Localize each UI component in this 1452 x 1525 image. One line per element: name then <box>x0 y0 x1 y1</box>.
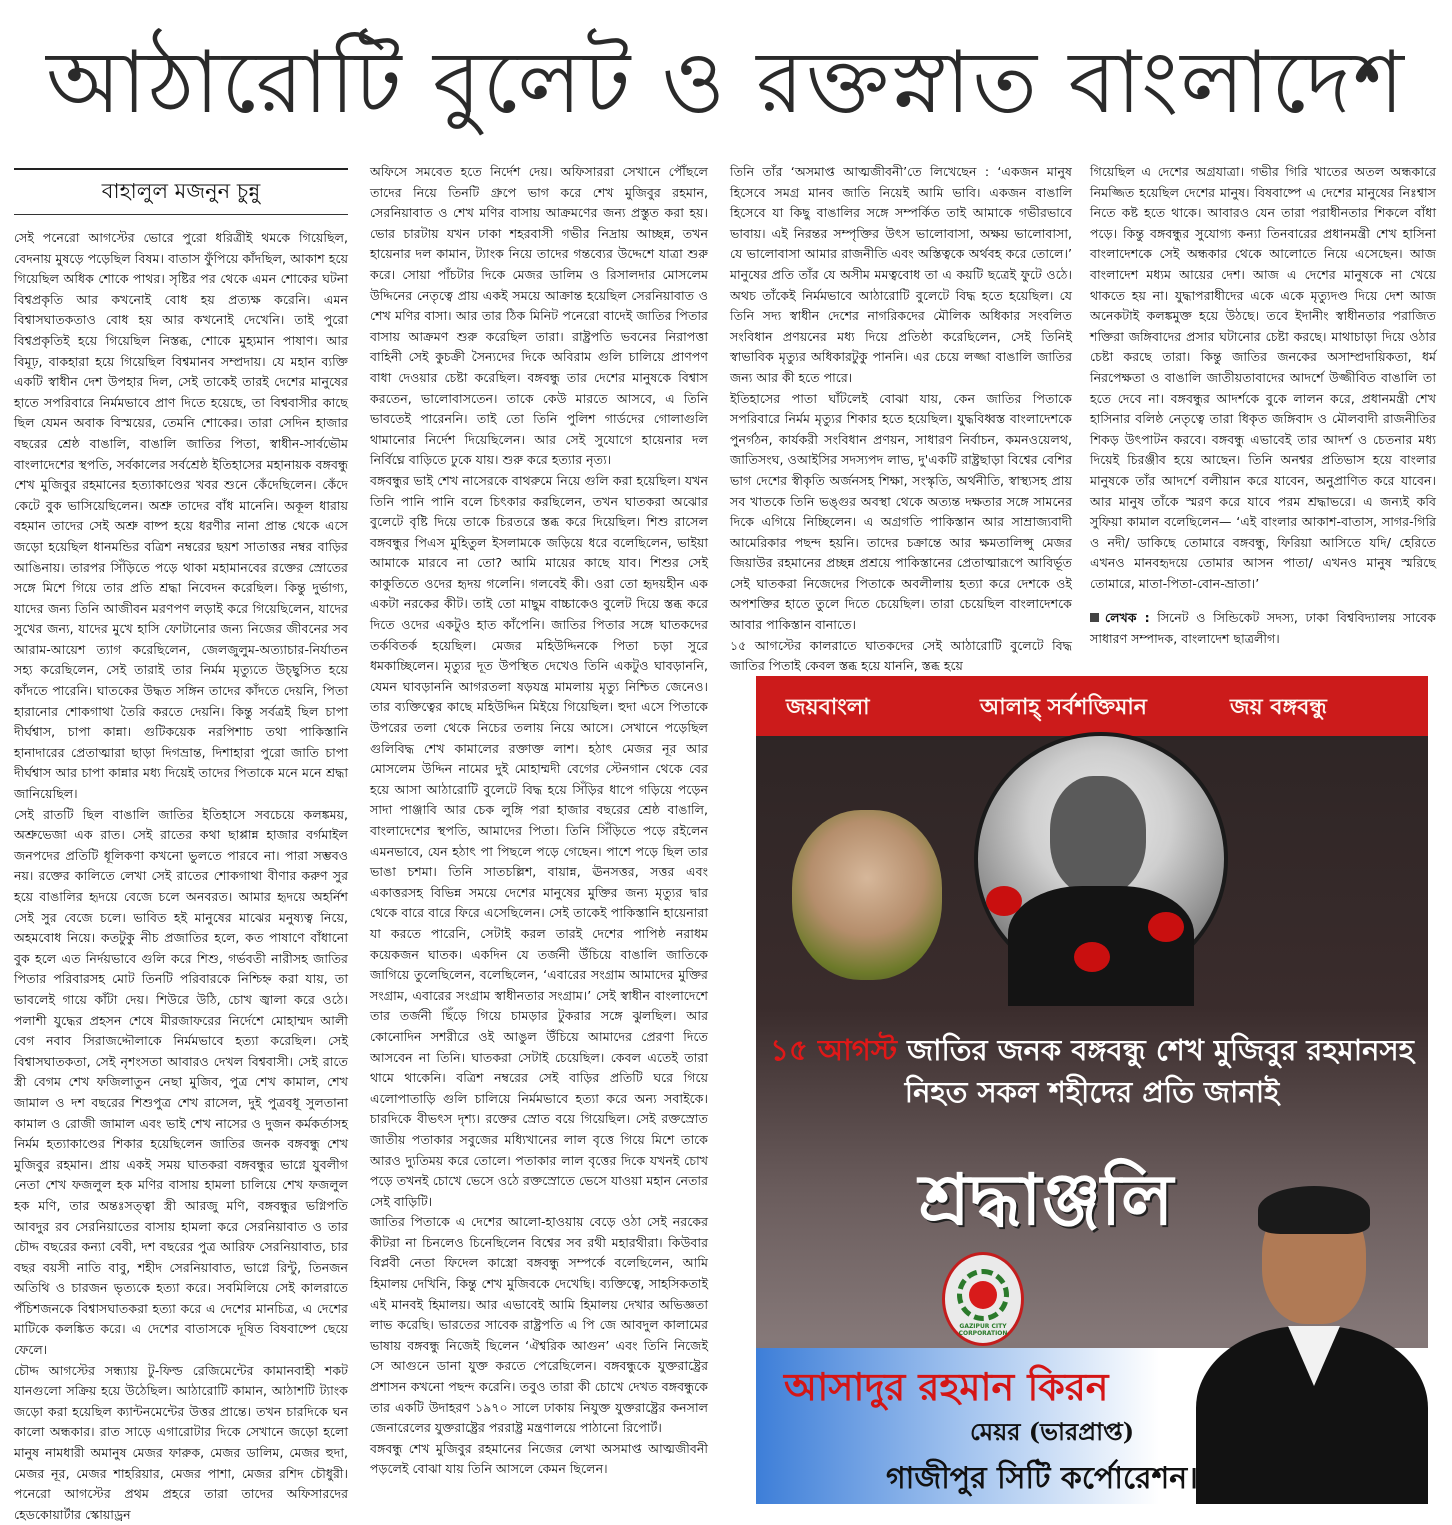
blood-splash <box>1074 942 1110 972</box>
paragraph: ১৫ আগস্টের কালরাতে ঘাতকদের সেই আঠারোটি বুলেটে বিদ্ধ জাতির পিতাই কেবল স্তব্ধ হয়ে যাননি, স্তব্ধ হয়ে <box>730 637 1072 674</box>
logo-text: GAZIPUR CITY CORPORATION <box>958 1323 1008 1337</box>
writer-note <box>1090 608 1436 649</box>
paragraph: অফিসে সমবেত হতে নির্দেশ দেয়। অফিসাররা সেখানে পৌঁছলে তাদের নিয়ে তিনটি গ্রুপে ভাগ করে শেখ মুজিবুর রহমান, সেরনিয়াবাত ও শেখ মণির বাসায় আক্রমণের জন্য প্রস্তুত করা হয়। ভোর চারটায় যখন ঢাকা শহরবাসী গভীর নিদ্রায় আচ্ছন্ন, তখন হায়েনার দল কামান, ট্যাংক নিয়ে তাদের গন্তব্যের উদ্দেশে যাত্রা শুরু করে। সোয়া পাঁচটার দিকে মেজর ডালিম ও রিসালদার মোসলেম উদ্দিনের নেতৃত্বে প্রায় একই সময়ে আক্রান্ত হয়েছিল সেরনিয়াবাত ও শেখ মণির বাসা। আর তার ঠিক মিনিট পনেরো বাদেই জাতির পিতার বাসায় আক্রমণ শুরু করেছিল তারা। রাষ্ট্রপতি ভবনের নিরাপত্তা বাহিনী সেই কুচক্রী সৈন্যদের দিকে অবিরাম গুলি চালিয়ে প্রাণপণ বাধা দেওয়ার চেষ্টা করেছিল। বঙ্গবন্ধু তার দেশের মানুষকে বিশ্বাস করতেন, ভালোবাসতেন। তাকে কেউ মারতে আসবে, এ তিনি ভাবতেই পারেননি। তাই তো তিনি পুলিশ গার্ডদের গোলাগুলি থামানোর নির্দেশ দিয়েছিলেন। আর সেই সুযোগে হায়েনার দল নির্বিঘ্নে বাড়িতে ঢুকে যায়। শুরু করে হত্যার নৃত্য। <box>370 164 708 468</box>
writer-info: সিনেট ও সিন্ডিকেট সদস্য, ঢাকা বিশ্ববিদ্যালয় সাবেক সাধারণ সম্পাদক, বাংলাদেশ ছাত্রলীগ। <box>1090 610 1436 647</box>
ad-tag-center: আলাহ্‌ সর্বশক্তিমান <box>980 694 1147 720</box>
paragraph: বঙ্গবন্ধু শেখ মুজিবুর রহমানের নিজের লেখা অসমাপ্ত আত্মজীবনী পড়লেই বোঝা যায় তিনি আসলে কেমন ছিলেন। <box>370 1440 708 1477</box>
ad-date: ১৫ আগস্ট <box>770 1033 898 1067</box>
paragraph: গিয়েছিল এ দেশের অগ্রযাত্রা। গভীর গিরি খাতের অতল অন্ধকারে নিমজ্জিত হয়েছিল দেশের মানুষ। বিষবাষ্পে এ দেশের মানুষের নিঃশ্বাস নিতে কষ্ট হতে থাকে। আবারও যেন তারা পরাধীনতার শিকলে বাঁধা পড়ে। কিন্তু বঙ্গবন্ধুর সুযোগ্য কন্যা তিনবারের প্রধানমন্ত্রী শেখ হাসিনা বাংলাদেশকে সেই অন্ধকার থেকে আলোতে নিয়ে এসেছেন। আজ বাংলাদেশ মধ্যম আয়ের দেশ। আজ এ দেশের মানুষকে না খেয়ে থাকতে হয় না। যুদ্ধাপরাধীদের একে একে মৃত্যুদণ্ড দিয়ে দেশ আজ অনেকটাই কলঙ্কমুক্ত হয়ে উঠছে। তবে ইদানীং স্বাধীনতার পরাজিত শক্তিরা জঙ্গিবাদের প্রসার ঘটানোর চেষ্টা করছে। মাথাচাড়া দিয়ে ওঠার চেষ্টা করছে তারা। কিন্তু জাতির জনকের অসাম্প্রদায়িকতা, ধর্ম নিরপেক্ষতা ও বাঙালি জাতীয়তাবাদের আদর্শে উজ্জীবিত বাঙালি তা হতে দেবে না। বঙ্গবন্ধুর আদর্শকে বুকে লালন করে, প্রধানমন্ত্রী শেখ হাসিনার বলিষ্ঠ নেতৃত্বে তারা ধিকৃত জঙ্গিবাদ ও মৌলবাদী রাজনীতির শিকড় উৎপাটন করবে। বঙ্গবন্ধু এভাবেই তার আদর্শ ও চেতনার মধ্য দিয়েই চিরঞ্জীব হয়ে আছেন। তিনি অনশ্বর প্রতিভাস হয়ে বাংলার মানুষকে তাঁর আদর্শে বলীয়ান করে যাবেন, অনুপ্রাণিত করে যাবেন। আর মানুষ তাঁকে স্মরণ করে যাবে পরম শ্রদ্ধাভরে। এ জন্যই কবি সুফিয়া কামাল বলেছিলেন— ‘এই বাংলার আকাশ-বাতাস, সাগর-গিরি ও নদী/ ডাকিছে তোমারে বঙ্গবন্ধু, ফিরিয়া আসিতে যদি/ হেরিতে এখনও মানবহৃদয়ে তোমার আসন পাতা/ এখনও মানুষ স্মরিছে তোমারে, মাতা-পিতা-বোন-ভ্রাতা।’ <box>1090 164 1436 591</box>
leader-photo <box>792 810 942 980</box>
headline: আঠারোটি বুলেট ও রক্তস্নাত বাংলাদেশ <box>46 33 1406 133</box>
paragraph: সেই রাতটি ছিল বাঙালি জাতির ইতিহাসে সবচেয়ে কলঙ্কময়, অশ্রুভেজা এক রাত। সেই রাতের কথা ছাপ্পান্ন হাজার বর্গমাইল জনপদের প্রতিটি ধূলিকণা কখনো ভুলতে পারবে না। পারা সম্ভবও নয়। রক্তের কালিতে লেখা সেই রাতের শোকগাথা বীণার করুণ সুর হয়ে বাঙালির হৃদয়ে বেজে চলে অনবরত। আমার হৃদয়ে অহর্নিশ সেই সুর বেজে চলে। ভাবিত হই মানুষের মাঝের মনুষ্যত্ব নিয়ে, অহমবোধ নিয়ে। কতটুকু নীচ প্রজাতির হলে, কত পাষাণে বাঁধানো বুক হলে এত নির্দয়ভাবে গুলি করে শিশু, গর্ভবতী নারীসহ জাতির পিতার পরিবারসহ মোট তিনটি পরিবারকে নিশ্চিহ্ন করা যায়, তা ভাবলেই গায়ে কাঁটা দেয়। শিউরে উঠি, চোখ জ্বালা করে ওঠে। পলাশী যুদ্ধের প্রহসন শেষে মীরজাফরের নির্দেশে মোহাম্মদ আলী বেগ নবাব সিরাজদ্দৌলাকে নির্মমভাবে হত্যা করেছিল। সেই বিশ্বাসঘাতকতা, সেই নৃশংসতা আবারও দেখল বিশ্ববাসী। সেই রাতে স্ত্রী বেগম শেখ ফজিলাতুন নেছা মুজিব, পুত্র শেখ কামাল, শেখ জামাল ও দশ বছরের শিশুপুত্র শেখ রাসেল, দুই পুত্রবধূ সুলতানা কামাল ও রোজী জামাল এবং ভাই শেখ নাসের ও দুজন কর্মকর্তাসহ নির্মম হত্যাকাণ্ডের শিকার হয়েছিলেন জাতির জনক বঙ্গবন্ধু শেখ মুজিবুর রহমান। প্রায় একই সময় ঘাতকরা বঙ্গবন্ধুর ভাগ্নে যুবলীগ নেতা শেখ ফজলুল হক মণির বাসায় হামলা চালিয়ে শেখ ফজলুল হক মণি, তার অন্তঃসত্ত্বা স্ত্রী আরজু মণি, বঙ্গবন্ধুর ভগ্নিপতি আবদুর রব সেরনিয়াতের বাসায় হামলা করে সেরনিয়াবাত ও তার চৌদ্দ বছরের কন্যা বেবী, দশ বছরের পুত্র আরিফ সেরনিয়াবাত, চার বছর বয়সী নাতি বাবু, শহীদ সেরনিয়াবাত, ভাগ্নে রিন্টু, তিনজন অতিথি ও চারজন ভৃত্যকে হত্যা করে। সবমিলিয়ে সেই কালরাতে পঁচিশজনকে বিশ্বাসঘাতকরা হত্যা করে এ দেশের মানচিত্র, এ দেশের মাটিকে কলঙ্কিত করে। এ দেশের বাতাসকে দূষিত বিষবাষ্পে ছেয়ে ফেলে। <box>14 806 348 1358</box>
mayor-photo <box>1196 1176 1428 1504</box>
bangabandhu-portrait <box>974 732 1228 986</box>
byline-bottom-rule <box>14 214 348 215</box>
byline-top-rule <box>14 168 348 170</box>
city-corporation-logo <box>942 1252 1024 1346</box>
column-2 <box>370 162 708 1510</box>
paragraph: বঙ্গবন্ধুর ভাই শেখ নাসেরকে বাথরুমে নিয়ে গুলি করা হয়েছিল। যখন তিনি পানি পানি বলে চিৎকার করছিলেন, তখন ঘাতকরা অঝোর বুলেটে বৃষ্টি দিয়ে তাকে চিরতরে স্তব্ধ করে দিয়েছিল। শিশু রাসেল বঙ্গবন্ধুর পিএস মুহিতুল ইসলামকে জড়িয়ে ধরে বলেছিলেন, ভাইয়া আমাকে মারবে না তো? আমি মায়ের কাছে যাব। শিশুর সেই কাকুতিতে ওদের হৃদয় গলেনি। গলবেই কী। ওরা তো হৃদয়হীন এক একটা নরকের কীট। তাই তো মাছুম বাচ্চাকেও বুলেট দিয়ে স্তব্ধ করে দিতে ওদের একটুও হাত কাঁপেনি। জাতির পিতার সঙ্গে ঘাতকদের তর্কবিতর্ক হয়েছিল। মেজর মহিউদ্দিনকে পিতা চড়া সুরে ধমকাচ্ছিলেন। মৃত্যুর দূত উপস্থিত দেখেও তিনি একটুও ঘাবড়াননি, যেমন ঘাবড়াননি আগরতলা ষড়যন্ত্র মামলায় মৃত্যু নিশ্চিত জেনেও। তার ব্যক্তিত্বের কাছে মহিউদ্দিন মিইয়ে গিয়েছিল। হুদা এসে পিতাকে উপরের তলা থেকে নিচের তলায় নিয়ে আসে। সেখানে পড়েছিল গুলিবিদ্ধ শেখ কামালের রক্তাক্ত লাশ। হঠাৎ মেজর নূর আর মোসলেম উদ্দিন নামের দুই মোহাম্মদী বেগের স্টেনগান থেকে বের হয়ে আসা আঠারোটি বুলেটে বিদ্ধ হয়ে সিঁড়ির ধাপে গড়িয়ে পড়েন সাদা পাঞ্জাবি আর চেক লুঙ্গি পরা হাজার বছরের শ্রেষ্ঠ বাঙালি, বাংলাদেশের স্থপতি, আমাদের পিতা। তিনি সিঁড়িতে পড়ে রইলেন এমনভাবে, যেন হঠাৎ পা পিছলে পড়ে গেছেন। পাশে পড়ে ছিল তার ভাঙা চশমা। তিনি সাতচল্লিশ, বায়ান্ন, ঊনসত্তর, সত্তর এবং একাত্তরসহ বিভিন্ন সময়ে দেশের মানুষের মুক্তির জন্য মৃত্যুর দ্বার থেকে বারে বারে ফিরে এসেছিলেন। সেই তাকেই পাকিস্তানি হায়েনারা যা করতে পারেনি, সেটাই করল তারই দেশের পাপিষ্ঠ নরাধম কয়েকজন ঘাতক। একদিন যে তর্জনী উঁচিয়ে বাঙালি জাতিকে জাগিয়ে তুলেছিলেন, বলেছিলেন, ‘এবারের সংগ্রাম আমাদের মুক্তির সংগ্রাম, এবারের সংগ্রাম স্বাধীনতার সংগ্রাম।’ সেই স্বাধীন বাংলাদেশে তার তর্জনী ছিঁড়ে গিয়ে চামড়ার টুকরার সঙ্গে ঝুলছিল। আর কোনোদিন সশরীরে ওই আঙুল উঁচিয়ে আমাদের প্রেরণা দিতে আসবেন না তিনি। ঘাতকরা সেটাই চেয়েছিল। কেবল এতেই তারা থামে থাকেনি। বত্রিশ নম্বরের সেই বাড়ির প্রতিটি ঘরে গিয়ে এলোপাতাড়ি গুলি চালিয়ে নির্মমভাবে হত্যা করে অন্য সবাইকে। চারদিকে বীভৎস দৃশ্য। রক্তের স্রোত বয়ে গিয়েছিল। সেই রক্তস্রোত জাতীয় পতাকার সবুজের মধ্যিখানের লাল বৃত্তে গিয়ে মিশে তাকে আরও দ্যুতিময় করে তোলে। পতাকার লাল বৃত্তের দিকে যখনই চোখ পড়ে তখনই চোখে ভেসে ওঠে রক্তস্রোতে ভেসে যাওয়া মহান নেতার সেই বাড়িটি। <box>370 472 708 1209</box>
ad-line-1-text: জাতির জনক বঙ্গবন্ধু শেখ মুজিবুর রহমানসহ <box>907 1033 1414 1067</box>
column-1 <box>14 228 348 1522</box>
paragraph: জাতির পিতাকে এ দেশের আলো-হাওয়ায় বেড়ে ওঠা সেই নরকের কীটরা না চিনলেও চিনেছিলেন বিশ্বের সব রথী মহারথীরা। কিউবার বিপ্লবী নেতা ফিদেল কাস্ত্রো বঙ্গবন্ধু সম্পর্কে বলেছিলেন, আমি হিমালয় দেখিনি, কিন্তু শেখ মুজিবকে দেখেছি। ব্যক্তিত্বে, সাহসিকতাই এই মানবই হিমালয়। আর এভাবেই আমি হিমালয় দেখার অভিজ্ঞতা লাভ করেছি। ভারতের সাবেক রাষ্ট্রপতি এ পি জে আবদুল কালামের ভাষায় বঙ্গবন্ধু নিজেই ছিলেন ‘ঐশ্বরিক আগুন’ এবং তিনি নিজেই সে আগুনে ডানা যুক্ত করতে পেরেছিলেন। বঙ্গবন্ধুকে যুক্তরাষ্ট্রের প্রশাসন কখনো পছন্দ করেনি। তবুও তারা কী চোখে দেখত বঙ্গবন্ধুকে তার একটি উদাহরণ ১৯৭০ সালে ঢাকায় নিযুক্ত যুক্তরাষ্ট্রের কনসাল জেনারেলের যুক্তরাষ্ট্রের পররাষ্ট্র মন্ত্রণালয়ে পাঠানো রিপোর্ট। <box>370 1214 708 1436</box>
mayor-hair <box>1258 1186 1370 1234</box>
paragraph: চৌদ্দ আগস্টের সন্ধ্যায় টু-ফিল্ড রেজিমেন্টের কামানবাহী শকট যানগুলো সক্রিয় হয়ে উঠেছিল। আঠারোটি কামান, আঠাশটি ট্যাংক জড়ো করা হয়েছিল ক্যান্টনমেন্টের উত্তর প্রান্তে। তখন চারদিকে ঘন কালো অন্ধকার। রাত সাড়ে এগারোটার দিকে সেখানে জড়ো হলো মানুষ নামধারী অমানুষ মেজর ফারুক, মেজর ডালিম, মেজর হুদা, মেজর নূর, মেজর শাহরিয়ার, মেজর পাশা, মেজর রশিদ চৌধুরী। পনেরো আগস্টের প্রথম প্রহরে তারা তাদের অফিসারদের হেডকোয়ার্টার স্কোয়াড্রন <box>14 1362 348 1522</box>
paragraph: তিনি তাঁর ‘অসমাপ্ত আত্মজীবনী’তে লিখেছেন : ‘একজন মানুষ হিসেবে সমগ্র মানব জাতি নিয়েই আমি ভাবি। একজন বাঙালি হিসেবে যা কিছু বাঙালির সঙ্গে সম্পর্কিত তাই আমাকে গভীরভাবে ভাবায়। এই নিরন্তর সম্পৃক্তির উৎস ভালোবাসা, অক্ষয় ভালোবাসা, যে ভালোবাসা আমার রাজনীতি এবং অস্তিত্বকে অর্থবহ করে তোলে।’ মানুষের প্রতি তাঁর যে অসীম মমত্ববোধ তা এ কয়টি ছত্রেই ফুটে ওঠে। অথচ তাঁকেই নির্মমভাবে আঠারোটি বুলেটে বিদ্ধ হতে হয়েছিল। যে তিনি সদ্য স্বাধীন দেশের নাগরিকদের মৌলিক অধিকার সংবলিত সংবিধান প্রণয়নের মধ্য দিয়ে প্রতিষ্ঠা করেছিলেন, সেই তিনিই স্বাভাবিক মৃত্যুর অধিকারটুকু পাননি। এর চেয়ে লজ্জা বাঙালি জাতির জন্য আর কী হতে পারে। <box>730 164 1072 385</box>
tribute-advertisement <box>756 676 1428 1504</box>
paragraph: সেই পনেরো আগস্টের ভোরে পুরো ধরিত্রীই থমকে গিয়েছিল, বেদনায় মুষড়ে পড়েছিল বিষম। বাতাস ফুঁপিয়ে কাঁদছিল, আকাশ হয়ে গিয়েছিল অধিক শোকে পাথর। সৃষ্টির পর থেকে এমন শোকের ঘটনা বিশ্বপ্রকৃতি আর কখনোই বোধ হয় প্রত্যক্ষ করেনি। এমন বিশ্বাসঘাতকতাও বোধ হয় আর কখনোই দেখেনি। তাই পুরো বিশ্বপ্রকৃতিই হয়ে গিয়েছিল নিস্তব্ধ, শোকে মুহ্যমান পাষাণ। আর বিমূঢ়, বাকহারা হয়ে গিয়েছিল বিশ্বমানব সম্প্রদায়। যে মহান ব্যক্তি একটি স্বাধীন দেশ উপহার দিল, সেই তাকেই তারই দেশের মানুষের হাতে সপরিবারে নির্মমভাবে প্রাণ দিতে হয়েছে, তা বিশ্ববাসীর কাছে ছিল যেমন অবাক বিস্ময়ের, তেমনি শোকের। তারা সেদিন হাজার বছরের শ্রেষ্ঠ বাঙালি, বাঙালি জাতির পিতা, স্বাধীন-সার্বভৌম বাংলাদেশের স্থপতি, সর্বকালের সর্বশ্রেষ্ঠ ইতিহাসের মহানায়ক বঙ্গবন্ধু শেখ মুজিবুর রহমানের হত্যাকাণ্ডের খবর শুনে কেঁদেছিলেন। কেঁদে কেটে বুক ভাসিয়েছিলেন। অশ্রু তাদের বাঁধ মানেনি। অকূল ধারায় বহমান তাদের সেই অশ্রু বাষ্প হয়ে ধরণীর নানা প্রান্ত থেকে এসে জড়ো হয়েছিল ধানমন্ডির বত্রিশ নম্বরের ছয়শ সাতাত্তর নম্বর বাড়ির আঙিনায়। তারপর সিঁড়িতে পড়ে থাকা মহামানবের রক্তের স্রোতের সঙ্গে মিশে গিয়ে তার প্রতি শ্রদ্ধা নিবেদন করেছিল। কিন্তু দুর্ভাগ্য, যাদের জন্য তিনি আজীবন মরণপণ লড়াই করে গিয়েছিলেন, যাদের সুখের জন্য, যাদের মুখে হাসি ফোটানোর জন্য নিজের জীবনের সব আরাম-আয়েশ ত্যাগ করেছিলেন, জেলজুলুম-অত্যাচার-নির্যাতন সহ্য করেছিলেন, সেই তারাই তার নির্মম মৃত্যুতে উচ্ছ্বসিত হয়ে কাঁদতে পারেনি। ঘাতকের উদ্ধত সঙ্গিন তাদের কাঁদতে দেয়নি, পিতা হারানোর শোকগাথা তৈরি করতে দেয়নি। কিন্তু সর্বত্রই ছিল চাপা দীর্ঘশ্বাস, চাপা কান্না। গুটিকয়েক নরপিশাচ তথা পাকিস্তানি হানাদারের প্রেতাত্মারা ছাড়া দিগভ্রান্ত, দিশাহারা পুরো জাতি চাপা দীর্ঘশ্বাস আর চাপা কান্নার মধ্য দিয়েই তাদের পিতাকে মনে মনে শ্রদ্ধা জানিয়েছিল। <box>14 230 348 802</box>
mayor-post: মেয়র (ভারপ্রাপ্ত) <box>970 1417 1135 1446</box>
writer-label: লেখক : <box>1105 610 1150 626</box>
organization-name: গাজীপুর সিটি কর্পোরেশন। <box>886 1461 1198 1496</box>
paragraph: ইতিহাসের পাতা ঘাঁটলেই বোঝা যায়, কেন জাতির পিতাকে সপরিবারে নির্মম মৃত্যুর শিকার হতে হয়েছিল। যুদ্ধবিধ্বস্ত বাংলাদেশকে পুনর্গঠন, কার্যকরী সংবিধান প্রণয়ন, সাধারণ নির্বাচন, কমনওয়েলথ, জাতিসংঘ, ওআইসির সদস্যপদ লাভ, দু'একটি রাষ্ট্রছাড়া বিশ্বের বেশির ভাগ দেশের স্বীকৃতি অর্জনসহ শিক্ষা, সংস্কৃতি, অর্থনীতি, স্বাস্থ্যসহ প্রায় সব খাতকে তিনি ভঙ্গুর অবস্থা থেকে অত্যন্ত দক্ষতার সঙ্গে সামনের দিকে এগিয়ে নিচ্ছিলেন। এ অগ্রগতি পাকিস্তান আর সাম্রাজ্যবাদী আমেরিকার পছন্দ হয়নি। তাদের চক্রান্তে আর ক্ষমতালিপ্সু মেজর জিয়াউর রহমানের প্রচ্ছন্ন প্রশ্রয়ে পাকিস্তানের প্রেতাত্মারূপে আবির্ভূত সেই ঘাতকরা নিজেদের পিতাকে অবলীলায় হত্যা করে দেশকে ওই অপশক্তির হাতে তুলে দিতে চেয়েছিল। তারা চেয়েছিল বাংলাদেশকে আবার পাকিস্তান বানাতে। <box>730 390 1072 633</box>
ad-tag-left: জয়বাংলা <box>786 694 870 720</box>
square-bullet-icon <box>1090 613 1099 622</box>
blood-splash <box>986 886 1022 916</box>
sun-icon <box>969 1281 997 1309</box>
column-4 <box>1090 162 1436 670</box>
ad-line-2: নিহত সকল শহীদের প্রতি জানাই <box>904 1075 1280 1109</box>
column-3 <box>730 162 1072 674</box>
ad-tag-right: জয় বঙ্গবন্ধু <box>1230 694 1327 720</box>
blood-splash <box>1148 912 1184 942</box>
ad-tribute-title: শ্রদ্ধাঞ্জলি <box>918 1158 1174 1241</box>
portrait-face <box>1050 776 1146 896</box>
byline: বাহালুল মজনুন চুন্নু <box>101 179 261 203</box>
mayor-name: আসাদুর রহমান কিরন <box>784 1364 1109 1409</box>
